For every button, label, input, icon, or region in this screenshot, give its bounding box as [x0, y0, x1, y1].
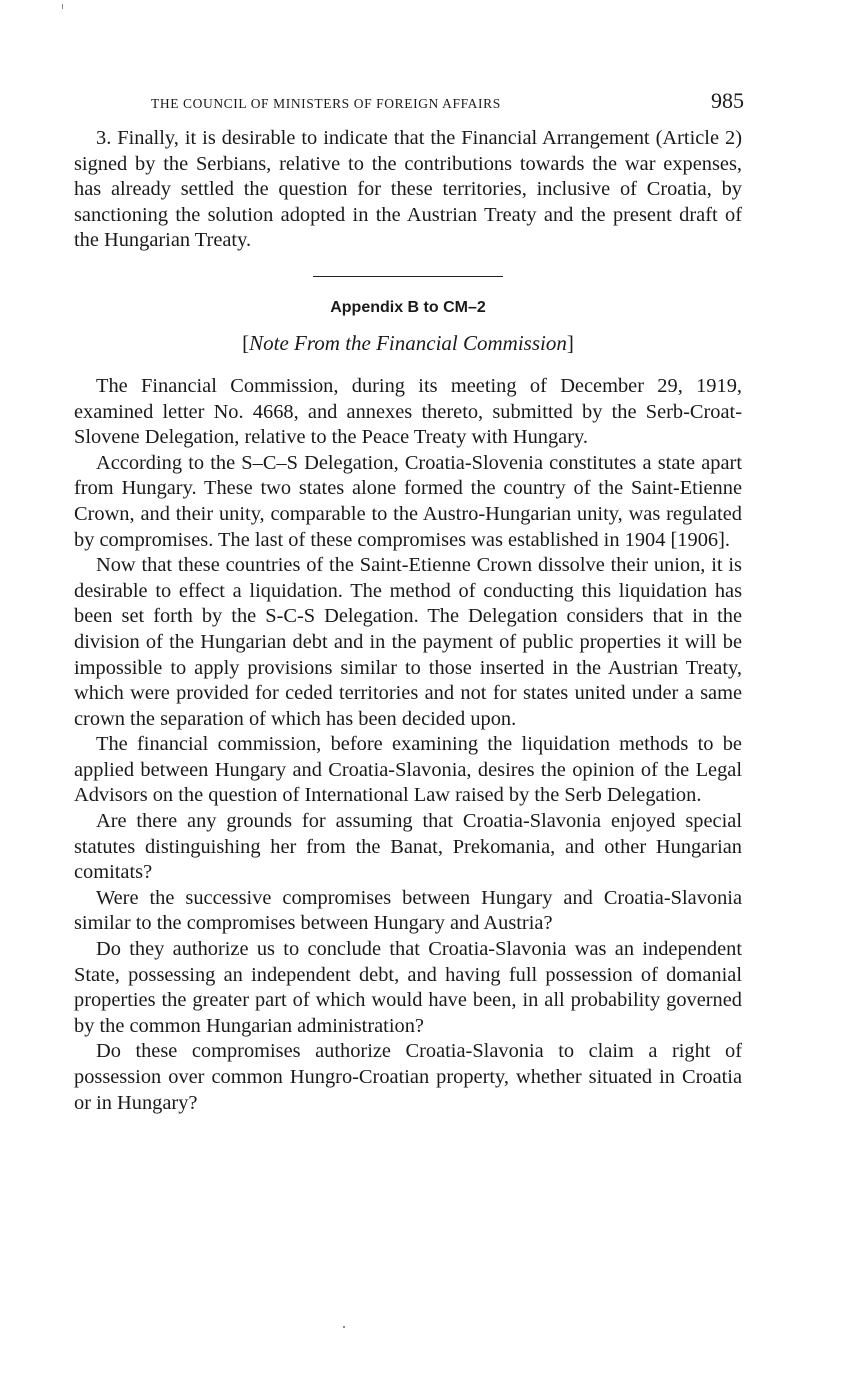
- body-paragraph: The financial commission, before examining the liquidation methods to be applied between Hungary and Croatia-Slavonia, desires the opinion of the Legal Advisors on the question of International Law raised by the Serb Delegation.: [74, 733, 742, 807]
- appendix-subtitle: [74, 331, 742, 356]
- appendix-body: [74, 374, 742, 1116]
- scan-speck: [62, 4, 63, 9]
- page-number: 985: [711, 88, 744, 113]
- section-divider: [313, 276, 503, 277]
- body-paragraph: Were the successive compromises between Hungary and Croatia-Slavonia similar to the compromises between Hungary and Austria?: [74, 886, 742, 935]
- body-paragraph: Now that these countries of the Saint-Etienne Crown dissolve their union, it is desirable to effect a liquidation. The method of conducting this liquidation has been set forth by the S-C-S Delegation. The Delegation considers that in the division of the Hungarian debt and in the payment of public properties it will be impossible to apply provisions similar to those inserted in the Austrian Treaty, which were provided for ceded territories and not for states united under a same crown the separation of which has been decided upon.: [74, 554, 742, 730]
- subtitle-close-bracket: ]: [566, 330, 574, 355]
- running-header: [74, 88, 742, 122]
- body-paragraph: The Financial Commission, during its meeting of December 29, 1919, examined letter No. 4668, and annexes thereto, submitted by the Serb-Croat-Slovene Delegation, relative to the Peace Treaty with Hungary.: [74, 374, 742, 449]
- subtitle-open-bracket: [: [242, 330, 250, 355]
- document-page: [74, 88, 742, 1116]
- body-paragraph: Do these compromises authorize Croatia-Slavonia to claim a right of possession over common Hungro-Croatian property, whether situated in Croatia or in Hungary?: [74, 1040, 742, 1114]
- body-paragraph: Do they authorize us to conclude that Croatia-Slavonia was an independent State, possessing an independent debt, and having full possession of domanial properties the greater part of which would have been, in all probability governed by the common Hungarian administration?: [74, 938, 742, 1037]
- running-title: THE COUNCIL OF MINISTERS OF FOREIGN AFFAIRS: [151, 96, 501, 111]
- body-paragraph: According to the S–C–S Delegation, Croatia-Slovenia constitutes a state apart from Hungary. These two states alone formed the country of the Saint-Etienne Crown, and their unity, comparable to the Austro-Hungarian unity, was regulated by compromises. The last of these compromises was established in 1904 [1906].: [74, 451, 742, 551]
- appendix-title: Appendix B to CM–2: [330, 298, 486, 316]
- intro-paragraph: 3. Finally, it is desirable to indicate that the Financial Arrangement (Article 2) signed by the Serbians, relative to the contributions towards the war expenses, has already settled the question for these territories, inclusive of Croatia, by sanctioning the solution adopted in the Austrian Treaty and the present draft of the Hungarian Treaty.: [74, 127, 742, 252]
- scan-speck: [343, 1326, 345, 1328]
- body-paragraph: Are there any grounds for assuming that Croatia-Slavonia enjoyed special statutes distinguishing her from the Banat, Prekomania, and other Hungarian comitats?: [74, 810, 742, 884]
- subtitle-text: Note From the Financial Commission: [249, 330, 567, 355]
